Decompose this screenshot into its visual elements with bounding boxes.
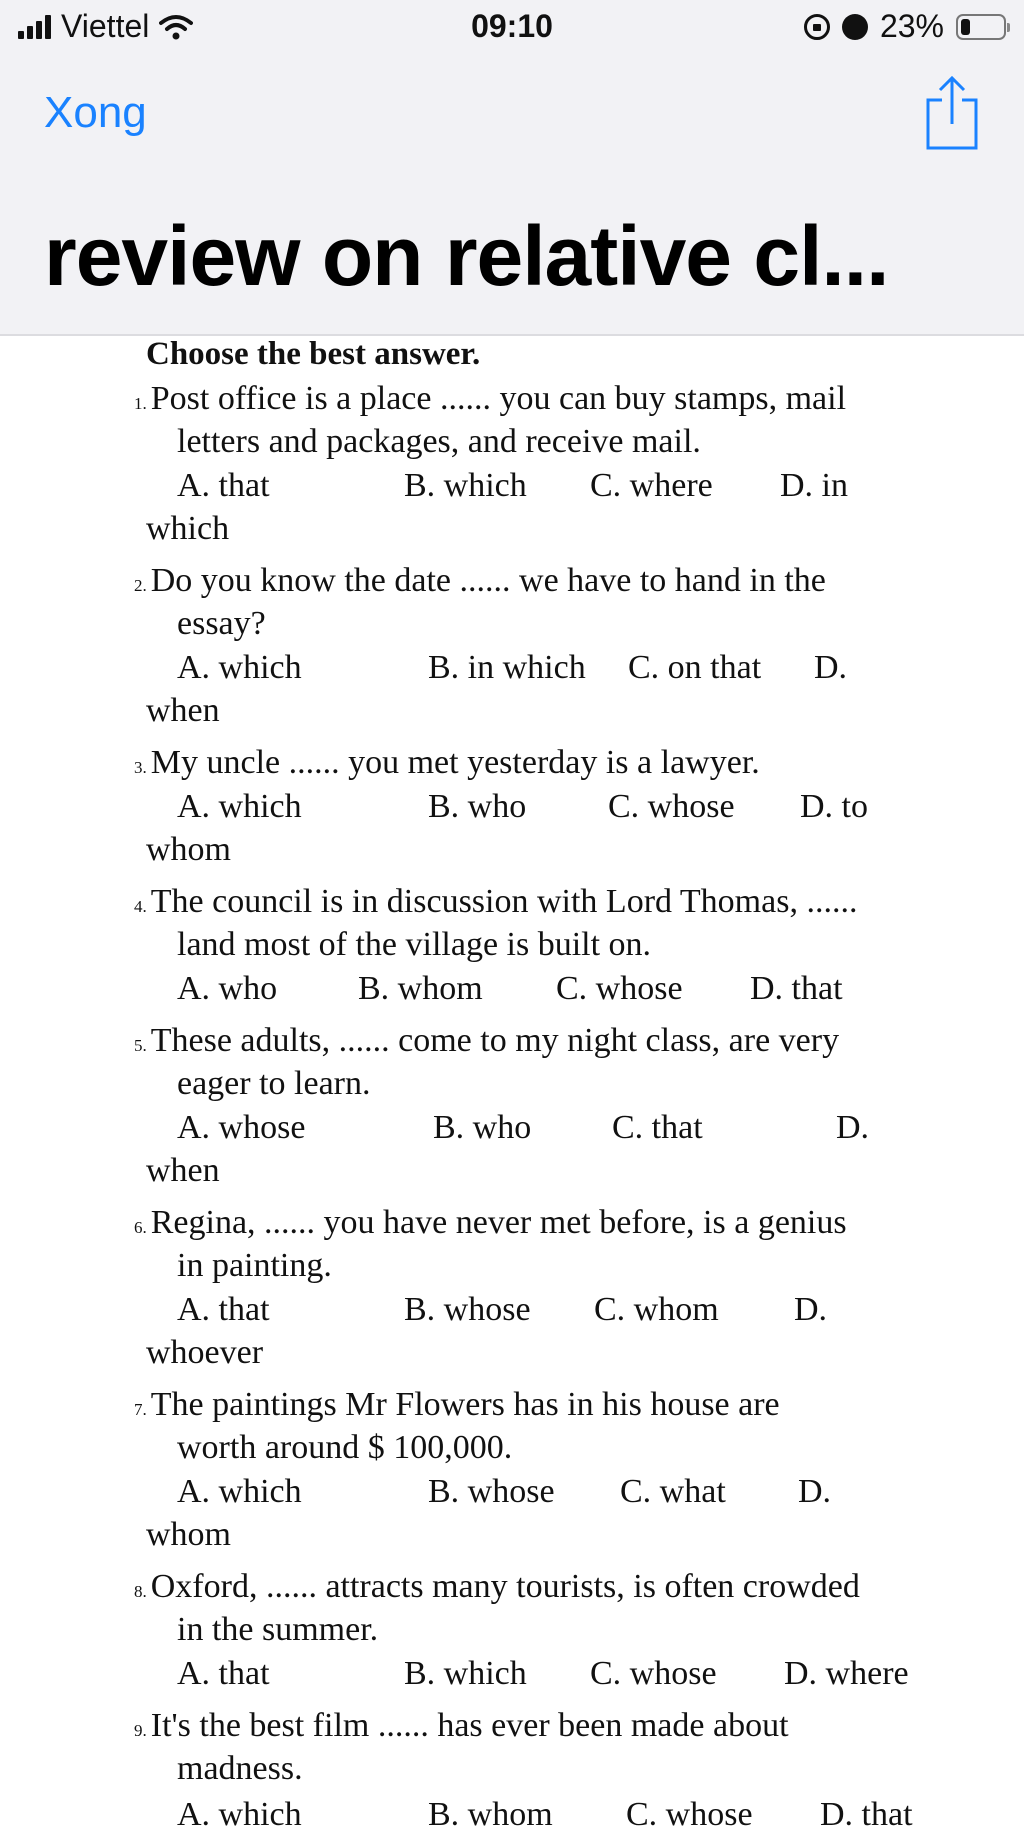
option-a: A. whose — [177, 1109, 306, 1146]
option-c: C. that — [612, 1109, 703, 1146]
orientation-lock-icon — [804, 14, 830, 40]
share-icon[interactable] — [924, 74, 980, 150]
page-title: review on relative cl... — [44, 209, 889, 303]
option-d: D. — [814, 649, 848, 686]
option-d-continuation: which — [146, 510, 230, 547]
option-a: A. who — [177, 970, 278, 1007]
option-d: D. to — [800, 788, 868, 825]
option-a: A. that — [177, 1655, 270, 1692]
question-text: It's the best film ...... has ever been made about — [150, 1707, 789, 1744]
done-button[interactable]: Xong — [44, 88, 147, 137]
option-b: B. which — [404, 467, 527, 504]
question-number: 4. — [134, 897, 147, 916]
option-c: C. whose — [626, 1796, 753, 1833]
option-c: C. whose — [590, 1655, 717, 1692]
option-c: C. whom — [594, 1291, 719, 1328]
option-a: A. which — [177, 1473, 302, 1510]
question-7-line-2: worth around $ 100,000. — [177, 1429, 513, 1466]
option-c: C. on that — [628, 649, 762, 686]
option-b: B. which — [404, 1655, 527, 1692]
document-view[interactable] — [0, 336, 1024, 1833]
question-number: 5. — [134, 1036, 147, 1055]
option-d-continuation: when — [146, 692, 220, 729]
option-d: D. — [798, 1473, 832, 1510]
question-number: 6. — [134, 1218, 147, 1237]
question-4-line-1 — [134, 883, 857, 921]
question-number: 9. — [134, 1721, 147, 1740]
option-a: A. that — [177, 467, 270, 504]
battery-icon — [956, 14, 1006, 40]
question-2-line-2: essay? — [177, 605, 266, 642]
option-b: B. whom — [428, 1796, 553, 1833]
option-b: B. in which — [428, 649, 586, 686]
nav-header — [0, 58, 1024, 336]
option-d-continuation: whom — [146, 1516, 231, 1553]
question-text: The paintings Mr Flowers has in his house are — [150, 1386, 780, 1423]
option-d-continuation: whom — [146, 831, 231, 868]
option-a: A. which — [177, 788, 302, 825]
carrier-name: Viettel — [61, 8, 150, 44]
question-text: My uncle ...... you met yesterday is a lawyer. — [150, 744, 760, 781]
question-text: Regina, ...... you have never met before, is a genius — [150, 1204, 847, 1241]
option-d: D. that — [820, 1796, 913, 1833]
option-c: C. whose — [608, 788, 735, 825]
option-a: A. that — [177, 1291, 270, 1328]
question-number: 1. — [134, 394, 147, 413]
option-d-continuation: whoever — [146, 1334, 264, 1371]
option-b: B. whose — [404, 1291, 531, 1328]
option-d-continuation: when — [146, 1152, 220, 1189]
option-d: D. — [836, 1109, 870, 1146]
question-8-line-1 — [134, 1568, 860, 1606]
option-b: B. who — [433, 1109, 532, 1146]
clock: 09:10 — [471, 8, 553, 44]
question-text: Do you know the date ...... we have to hand in the — [150, 562, 826, 599]
option-c: C. whose — [556, 970, 683, 1007]
option-c: C. what — [620, 1473, 726, 1510]
question-5-line-1 — [134, 1022, 839, 1060]
document-heading: Choose the best answer. — [146, 336, 481, 372]
question-number: 3. — [134, 758, 147, 777]
question-1-line-1 — [134, 380, 846, 418]
question-9-line-2: madness. — [177, 1750, 303, 1787]
question-5-line-2: eager to learn. — [177, 1065, 371, 1102]
question-number: 8. — [134, 1582, 147, 1601]
option-c: C. where — [590, 467, 713, 504]
battery-percent: 23% — [879, 8, 944, 44]
question-2-line-1 — [134, 562, 826, 600]
question-text: Post office is a place ...... you can buy stamps, mail — [150, 380, 847, 417]
option-b: B. whom — [358, 970, 483, 1007]
question-9-line-1 — [134, 1707, 789, 1745]
question-1-line-2: letters and packages, and receive mail. — [177, 423, 701, 460]
battery-fill — [961, 19, 970, 35]
question-text: Oxford, ...... attracts many tourists, is often crowded — [150, 1568, 860, 1605]
question-6-line-2: in painting. — [177, 1247, 332, 1284]
question-number: 2. — [134, 576, 147, 595]
question-3-line-1 — [134, 744, 760, 782]
alarm-icon — [842, 14, 868, 40]
question-8-line-2: in the summer. — [177, 1611, 379, 1648]
question-4-line-2: land most of the village is built on. — [177, 926, 652, 963]
option-d: D. that — [750, 970, 843, 1007]
question-number: 7. — [134, 1400, 147, 1419]
option-a: A. which — [177, 649, 302, 686]
option-d: D. in — [780, 467, 848, 504]
option-d: D. where — [784, 1655, 909, 1692]
status-bar — [0, 0, 1024, 58]
status-right — [804, 8, 1006, 45]
question-text: These adults, ...... come to my night class, are very — [150, 1022, 840, 1059]
option-d: D. — [794, 1291, 828, 1328]
option-a: A. which — [177, 1796, 302, 1833]
option-b: B. whose — [428, 1473, 555, 1510]
question-7-line-1 — [134, 1386, 780, 1424]
question-text: The council is in discussion with Lord Thomas, ...... — [150, 883, 858, 920]
option-b: B. who — [428, 788, 527, 825]
question-6-line-1 — [134, 1204, 847, 1242]
